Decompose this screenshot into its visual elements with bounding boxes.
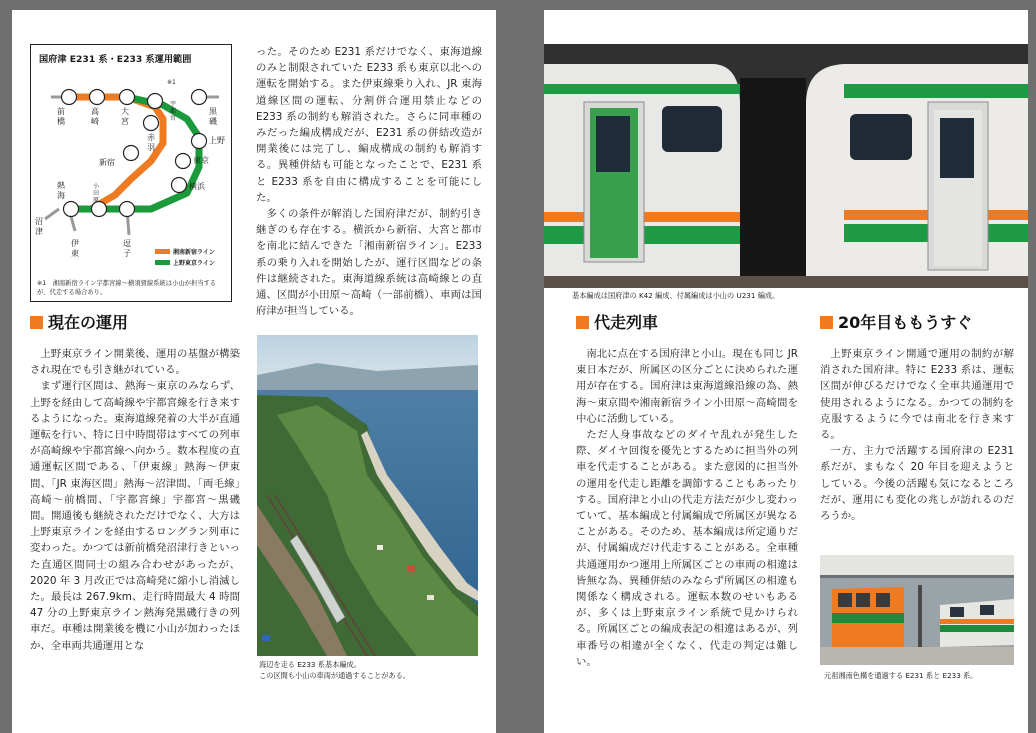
station-akabane: 赤羽	[147, 133, 155, 152]
station-ueno: 上野	[209, 136, 225, 145]
paragraph: まず運行区間は、熱海～東京のみならず、上野を経由して高崎線や宇都宮線を行き来するようになった。東海道線発着の大半が直通運転を行い、特に日中時間帯はすべての列車が高崎線や宇都宮線へ向かう。数本程度の直通運転区間である、「伊東線」熱海～伊東間、「JR 東海区間」熱海～沼津間、「両毛線」高崎～前橋間、「宇都宮線」宇都宮～黒磯間。開通後も継続されただけでなく、大方は上野東京ラインを経由するロングラン列車に変わった。かつては新前橋発沼津行きといった直通区間同士の組み合わせがあったが、2020 年 3 月改正では高崎発に縮小し消滅した。最長は 267.9km、走行時間最大 4 時間 47 分の上野東京ライン熱海発黒磯行きの列車だ。車種は開業後を機に小山が加わったほか、全車両共通運用とな	[30, 380, 240, 652]
map-title: 国府津 E231 系・E233 系運用範囲	[39, 54, 192, 65]
station-odawara: 小田原	[93, 183, 100, 204]
coupled-trains-caption: 基本編成は国府津の K42 編成、付属編成は小山の U231 編成。	[572, 291, 780, 300]
paragraph: 上野東京ライン開業後、運用の基盤が構築され現在でも引き継がれている。	[30, 348, 240, 377]
route-map	[30, 44, 232, 302]
station-omiya: 大宮	[121, 107, 129, 126]
coupled-trains-photo	[544, 44, 1028, 288]
coupled-trains-image	[544, 44, 1028, 288]
seaside-photo-caption	[259, 659, 479, 681]
station-kurois: 黒磯	[209, 107, 217, 126]
section-heading-current: 現在の運用	[30, 312, 128, 334]
station-zushi: 逗子	[123, 239, 131, 258]
station-tokyo: 東京	[193, 156, 209, 165]
section-20th-year-text	[820, 346, 1014, 524]
station-numazu: 沼津	[35, 217, 43, 236]
section-heading-20th-year: 20年目ももうすぐ	[820, 312, 972, 334]
legend-ueno-tokyo: 上野東京ライン	[155, 258, 215, 267]
right-page	[544, 10, 1028, 733]
section-substitute-text	[576, 346, 798, 670]
station-maebashi: 前橋	[57, 107, 65, 126]
paragraph: った。そのため E231 系だけでなく、東海道線のみと制限されていた E233 系も東京以北への運転を開始する。また伊東線乗り入れ、JR 東海道線区間の運転、分割併合運用禁止などの E233 系の制約も解消された。さらに同車種のみだった編成構成だが、E231 系の併結改造が開業後には完了し、編成構成の制約も解消する。異種併結も可能となったことで、E231 系と E233 系を自由に構成することを可能にした。	[256, 46, 482, 204]
paragraph: 一方、主力で活躍する国府津の E231 系だが、まもなく 20 年目を迎えようとしている。今後の活躍も気になるところだが、運用にも変化の兆しが訪れるのだろうか。	[820, 445, 1014, 523]
paragraph: ただ人身事故などのダイヤ乱れが発生した際、ダイヤ回復を優先とするために担当外の列車を代走することがある。また意図的に担当外の運用を代走し距離を調節することもあったりする。国府津と小山の代走方法だが少し変わっていて、基本編成と付属編成で所属区が異なることがある。そのため、基本編成は所定通りだが、付属編成だけ代走することがある。全車種共通運用かつ運用上所属区ごとの車両の相違は皆無な為、異種併結のみならず所属区の相違も関係なく構成される。運転本数のせいもあるが、多くは上野東京ライン系統で見かけられる。所属区ごとの編成表記の相違はあるが、列車番号の相違が全くなく、代走の判定は難しい。	[576, 429, 798, 668]
section-current-text	[30, 346, 240, 654]
seaside-photo-image	[257, 335, 478, 656]
heading-marker	[30, 316, 43, 329]
station-ito: 伊東	[71, 239, 79, 258]
legend-shonan: 湘南新宿ライン	[155, 247, 215, 256]
heading-marker	[576, 316, 589, 329]
caption-line: この区間も小山の車両が通過することがある。	[259, 671, 410, 680]
paragraph: 南北に点在する国府津と小山。現在も同じ JR 東日本だが、所属区の区分ごとに決められた運用が存在する。国府津は東海道線沿線の為、熱海～東京間や湘南新宿ライン小田原～高崎間を中心に活動している。	[576, 348, 798, 425]
seaside-train-photo	[257, 335, 478, 656]
station-photo-caption: 元祖湘南色構を通過する E231 系と E233 系。	[824, 671, 978, 680]
paragraph: 上野東京ライン開通で運用の制約が解消された国府津。特に E233 系は、運転区間が伸びるだけでなく全車共通運用で使用されるようになる。かつての制約を克服するように今では南北を行き来する。	[820, 348, 1014, 442]
note-mark-1: ※1	[167, 79, 176, 86]
left-right-column-text	[256, 44, 482, 319]
shonan-shinjuku-line	[69, 97, 163, 209]
station-photo-image	[820, 555, 1014, 665]
station-shinjuku: 新宿	[99, 158, 115, 167]
paragraph: 多くの条件が解消した国府津だが、制約引き継ぎのも存在する。横浜から新宿、大宮と都市を南北に結んできた「湘南新宿ライン」。E233 系の乗り入れを開始したが、運行区間などの条件は継続された。東海道線系統は高崎線との直通、区間が小田原～高崎（一部前橋）、車両は国府津が担当している。	[256, 208, 482, 318]
station-yokohama: 横浜	[189, 182, 205, 191]
station-utsunomiya: 宇都宮	[170, 101, 177, 122]
caption-line: 海辺を走る E233 系基本編成。	[259, 660, 361, 669]
station-atami: 熱海	[57, 181, 65, 200]
left-page	[12, 10, 496, 733]
station-photo	[820, 555, 1014, 665]
station-takasaki: 高崎	[91, 107, 99, 126]
section-heading-substitute: 代走列車	[576, 312, 658, 334]
heading-marker	[820, 316, 833, 329]
map-footnote: ※1 湘南新宿ライン宇都宮線～横須賀線系統は小山が担当するが、代走する場合あり。	[37, 280, 217, 296]
